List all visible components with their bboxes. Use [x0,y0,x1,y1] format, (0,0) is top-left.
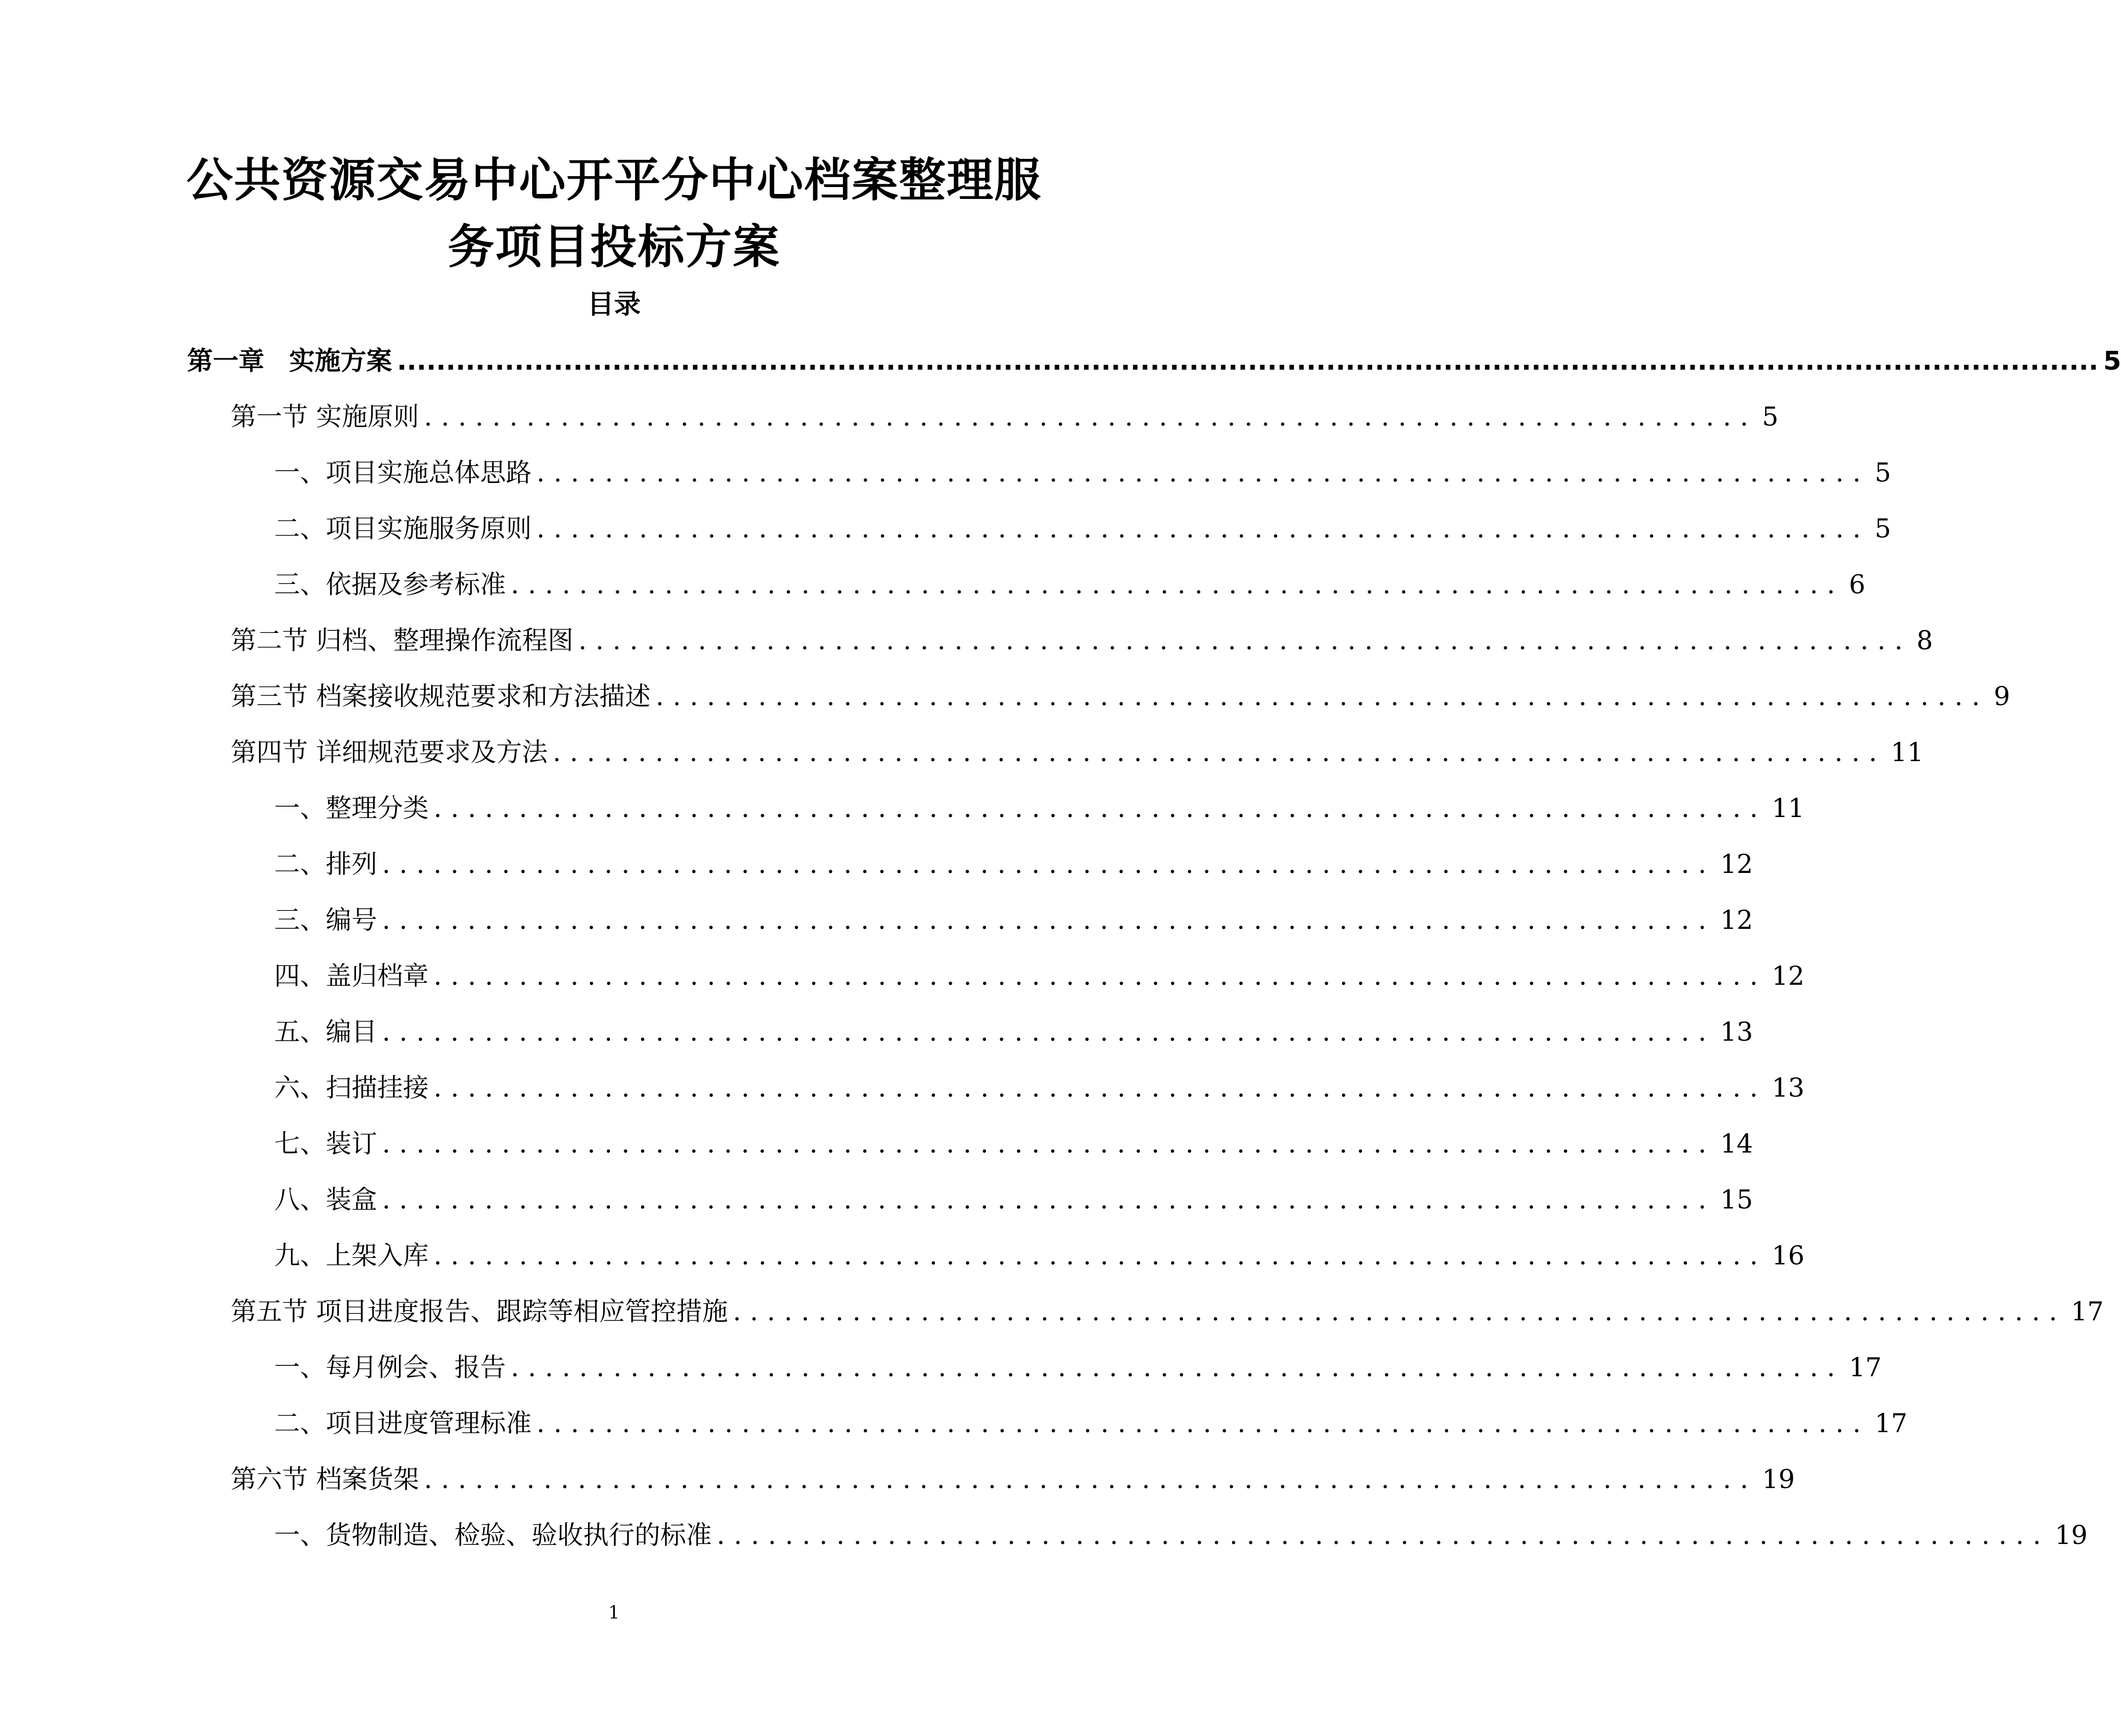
page-number-footer: 1 [608,1603,620,1623]
toc-dot-leader: .............................................................................. [537,458,1870,488]
toc-entry-label: 第二节 归档、整理操作流程图 [231,626,574,656]
toc-page-number: 17 [2071,1297,2104,1327]
toc-entry-item[interactable] [274,845,1753,884]
toc-page-number: 13 [1720,1017,1753,1047]
toc-dot-leader: .............................................................................. [434,1073,1767,1103]
toc-entry-section[interactable] [231,1460,1795,1499]
toc-entry-item[interactable] [274,1068,1805,1108]
toc-dot-leader: .............................................................................. [537,1409,1870,1439]
toc-dot-leader: .............................................................................. [511,570,1844,600]
toc-dot-leader: .............................................................................. [382,1017,1716,1047]
toc-dot-leader: .............................................................................. [382,1129,1716,1159]
toc-page-number: 19 [2055,1521,2088,1550]
toc-entry-item[interactable] [274,453,1891,493]
toc-entry-section[interactable] [231,397,1778,437]
toc-entry-section[interactable] [231,733,1924,772]
toc-dot-leader: .............................................................................. [424,402,1757,432]
toc-page-number: 5 [2103,346,2121,376]
toc-page-number: 5 [1762,402,1778,432]
toc-entry-section[interactable] [231,1292,2104,1332]
toc-entry-item[interactable] [274,1013,1753,1052]
toc-dot-leader: .............................................................................. [434,794,1767,823]
toc-entry-label: 第三节 档案接收规范要求和方法描述 [231,682,651,712]
toc-page-number: 14 [1720,1129,1753,1159]
toc-entry-label: 第一章 实施方案 [187,346,393,376]
toc-entry-label: 四、盖归档章 [274,962,429,991]
toc-entry-label: 七、装订 [274,1129,378,1159]
toc-entry-label: 一、每月例会、报告 [274,1353,506,1383]
toc-page-number: 17 [1874,1409,1908,1439]
toc-page-number: 12 [1720,850,1753,879]
toc-dot-leader: .............................................................................. [382,850,1716,879]
toc-entry-section[interactable] [231,677,2010,717]
toc-entry-item[interactable] [274,1236,1805,1276]
toc-page-number: 9 [1993,682,2010,712]
toc-dot-leader: .............................................................................................................................................................................. [397,346,2099,376]
toc-entry-item[interactable] [274,1516,2088,1555]
document-title-line-2: 务项目投标方案 [447,220,781,274]
toc-page-number: 15 [1720,1185,1753,1215]
toc-dot-leader: .............................................................................. [434,962,1767,991]
toc-entry-item[interactable] [274,1404,1908,1444]
toc-entry-label: 二、项目进度管理标准 [274,1409,532,1439]
toc-heading: 目录 [587,289,641,320]
toc-dot-leader: .............................................................................. [578,626,1912,656]
toc-page-number: 11 [1890,738,1924,768]
toc-entry-section[interactable] [231,621,1933,661]
toc-page-number: 5 [1874,458,1891,488]
toc-entry-label: 八、装盒 [274,1185,378,1215]
toc-page-number: 13 [1772,1073,1805,1103]
toc-page-number: 16 [1772,1241,1805,1271]
toc-entry-label: 五、编目 [274,1017,378,1047]
toc-entry-label: 六、扫描挂接 [274,1073,429,1103]
toc-entry-item[interactable] [274,509,1891,549]
toc-page-number: 6 [1849,570,1866,600]
toc-page-number: 8 [1916,626,1933,656]
toc-page-number: 11 [1772,794,1805,823]
toc-entry-item[interactable] [274,1124,1753,1164]
toc-entry-label: 一、整理分类 [274,794,429,823]
toc-entry-label: 一、货物制造、检验、验收执行的标准 [274,1521,712,1550]
toc-dot-leader: .............................................................................. [511,1353,1844,1383]
toc-entry-item[interactable] [274,957,1805,996]
toc-entry-label: 二、排列 [274,850,378,879]
toc-dot-leader: .............................................................................. [537,514,1870,544]
toc-dot-leader: .............................................................................. [382,1185,1716,1215]
toc-dot-leader: .............................................................................. [434,1241,1767,1271]
document-title-line-1: 公共资源交易中心开平分中心档案整理服 [186,153,1042,207]
toc-entry-label: 第一节 实施原则 [231,402,419,432]
toc-entry-label: 第六节 档案货架 [231,1465,419,1495]
toc-entry-label: 第四节 详细规范要求及方法 [231,738,548,768]
toc-entry-item[interactable] [274,1348,1882,1388]
toc-page-number: 12 [1772,962,1805,991]
toc-entry-label: 二、项目实施服务原则 [274,514,532,544]
toc-entry-label: 三、依据及参考标准 [274,570,506,600]
toc-page-number: 12 [1720,906,1753,935]
toc-page-number: 5 [1874,514,1891,544]
toc-entry-item[interactable] [274,1180,1753,1220]
toc-entry-chapter[interactable] [187,341,2121,381]
toc-dot-leader: .............................................................................. [717,1521,2050,1550]
toc-entry-item[interactable] [274,901,1753,940]
toc-entry-label: 一、项目实施总体思路 [274,458,532,488]
toc-dot-leader: .............................................................................. [382,906,1716,935]
toc-entry-item[interactable] [274,789,1805,828]
toc-entry-label: 三、编号 [274,906,378,935]
toc-dot-leader: .............................................................................. [424,1465,1757,1495]
toc-entry-item[interactable] [274,565,1866,605]
toc-entry-label: 第五节 项目进度报告、跟踪等相应管控措施 [231,1297,728,1327]
toc-entry-label: 九、上架入库 [274,1241,429,1271]
toc-dot-leader: .............................................................................. [552,738,1886,768]
toc-page-number: 19 [1762,1465,1795,1495]
toc-dot-leader: .............................................................................. [655,682,1989,712]
toc-page-number: 17 [1849,1353,1882,1383]
toc-dot-leader: .............................................................................. [733,1297,2066,1327]
